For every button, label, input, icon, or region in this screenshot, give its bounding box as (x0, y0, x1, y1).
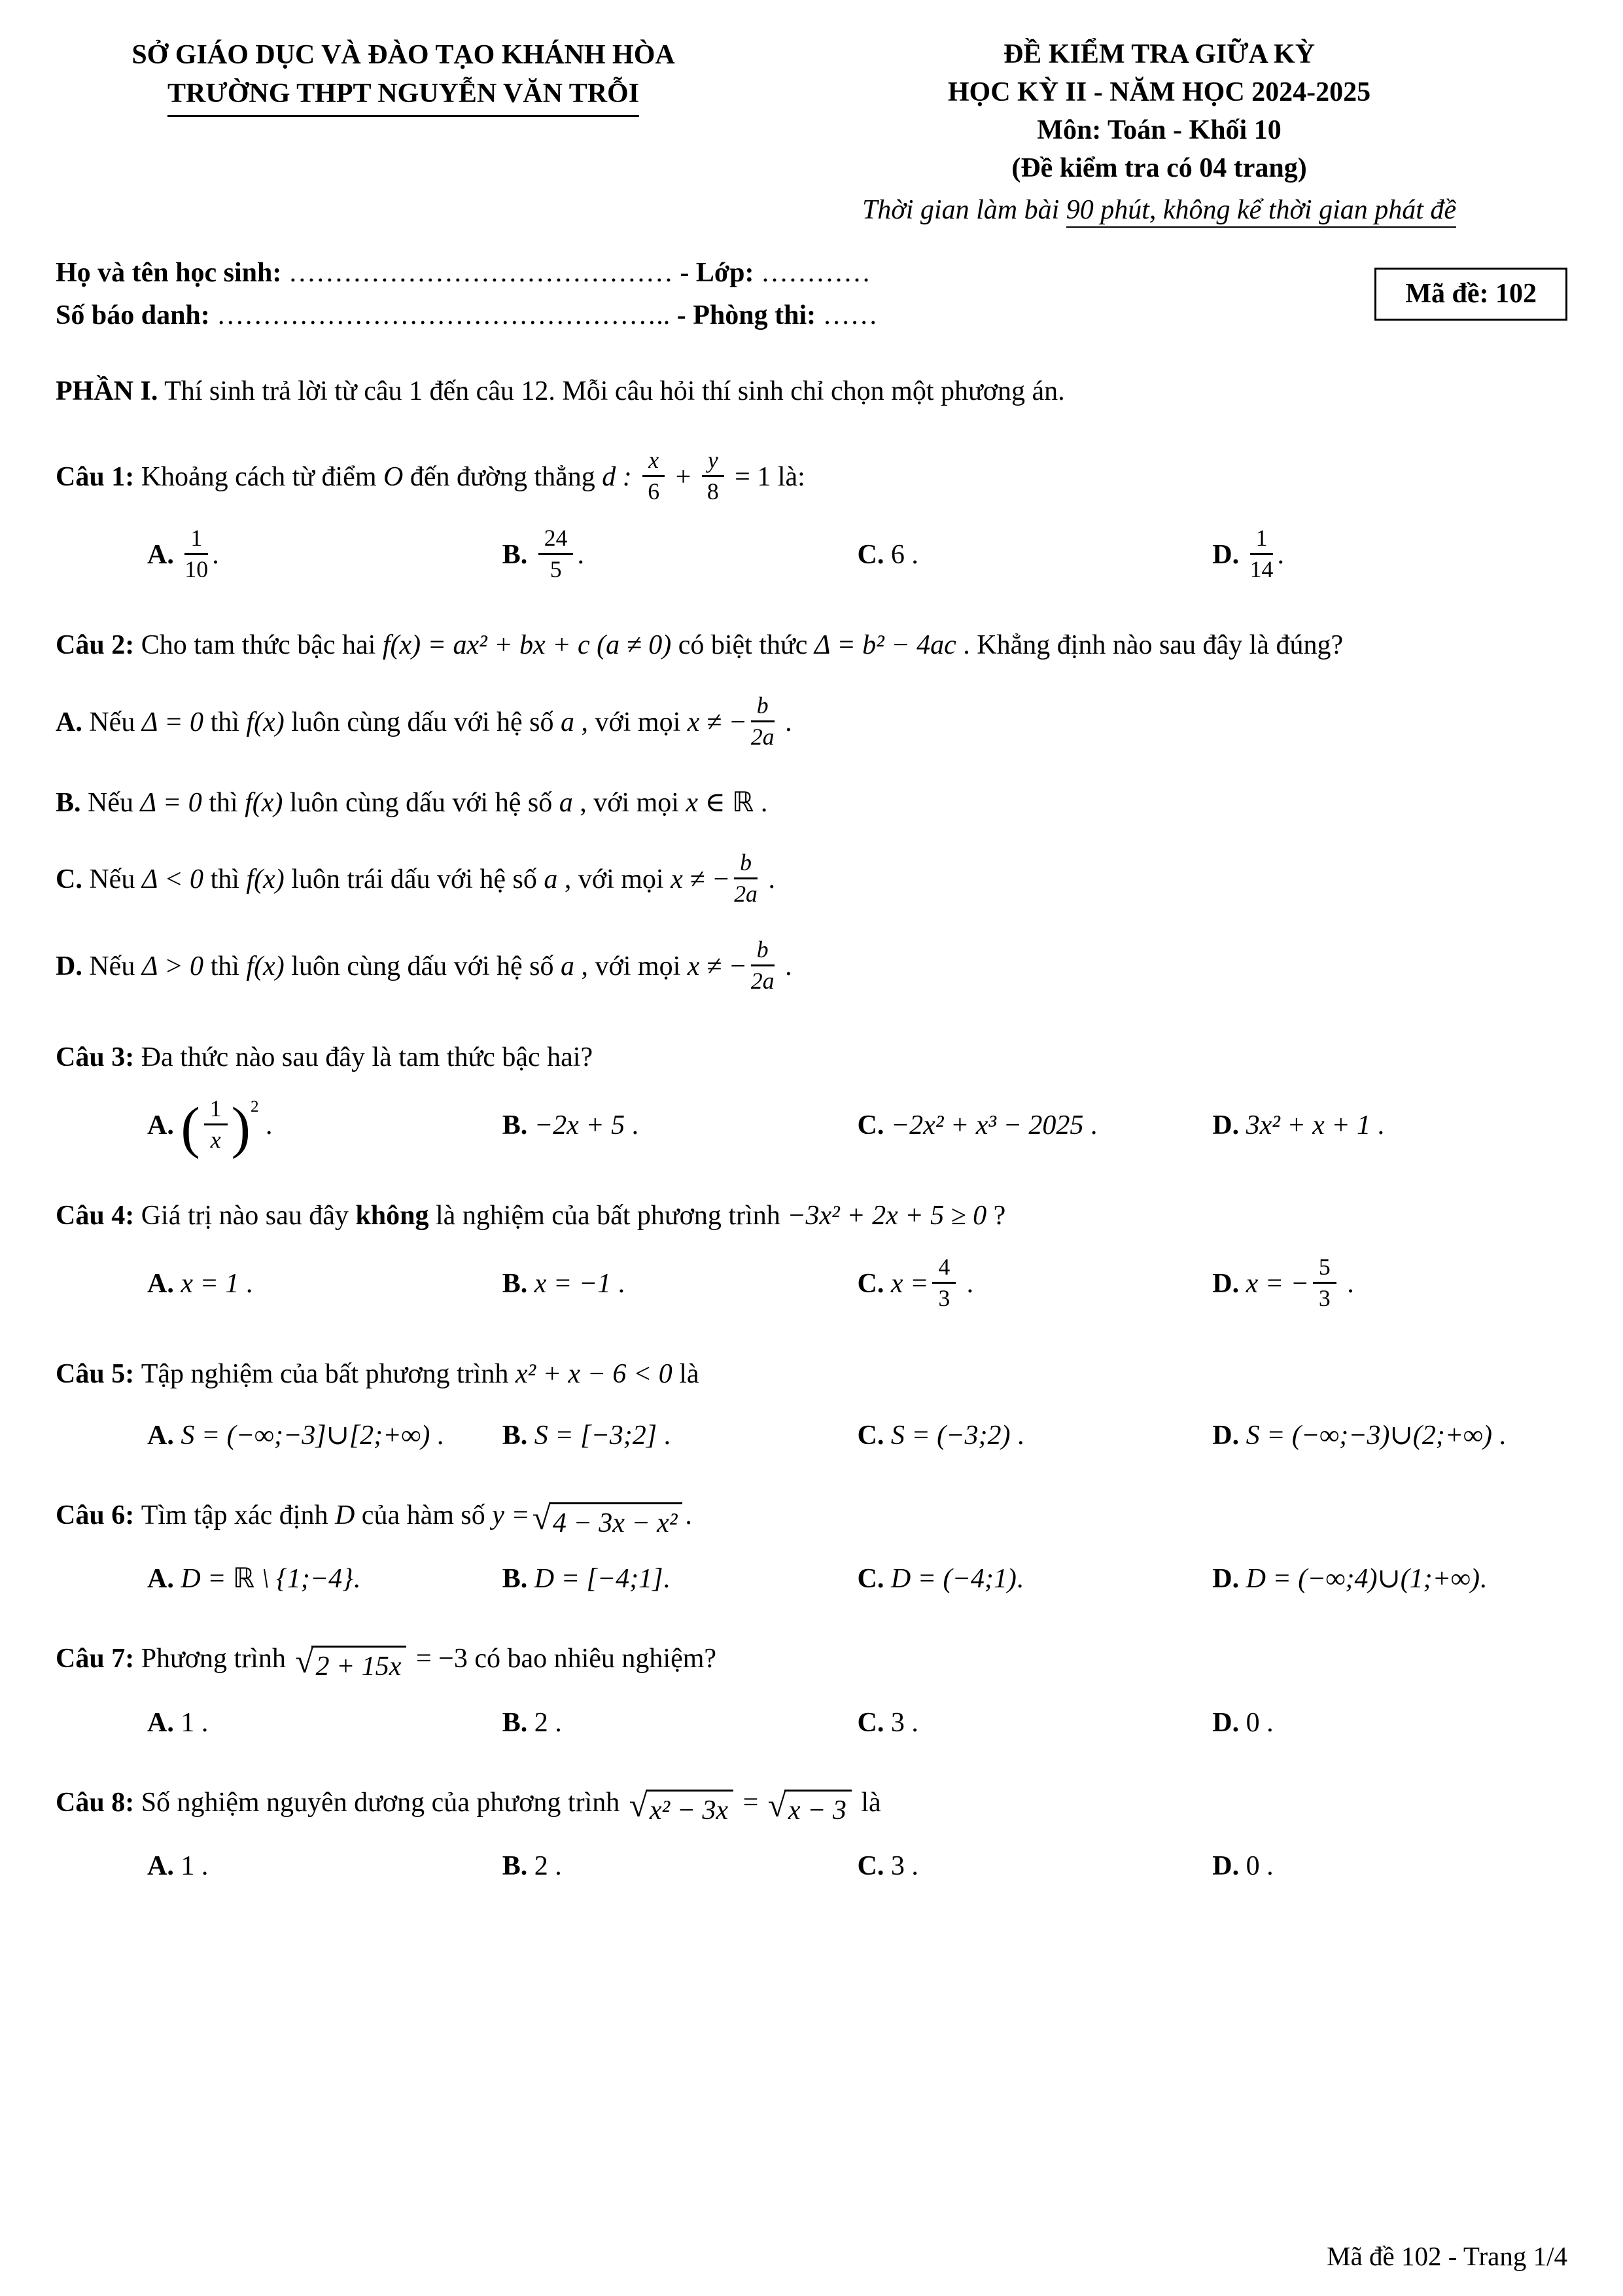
numerator: b (751, 936, 775, 966)
math-inline: a (544, 864, 558, 895)
department-name: SỞ GIÁO DỤC VÀ ĐÀO TẠO KHÁNH HÒA (131, 40, 675, 70)
pages-note: (Đề kiểm tra có 04 trang) (1011, 152, 1307, 183)
question-text: có biệt thức (671, 630, 814, 661)
option-math: D = (−4;1) (890, 1564, 1017, 1595)
part1-title: PHẦN I. (56, 376, 158, 406)
question-label: Câu 7: (56, 1644, 141, 1674)
fraction (751, 936, 775, 995)
question-text: Đa thức nào sau đây là tam thức bậc hai? (141, 1042, 593, 1072)
option-math: −2x + 5 (534, 1110, 625, 1140)
time-prefix: Thời gian làm bài (862, 194, 1066, 225)
option-c (858, 1559, 1213, 1600)
question-text: Giá trị nào sau đây (141, 1200, 356, 1231)
option-b (502, 1559, 858, 1600)
question-text: Tập nghiệm của bất phương trình (141, 1358, 515, 1389)
math-inline: f(x) (245, 788, 283, 819)
math-inline: a (561, 951, 575, 982)
option-suffix: . (1479, 1564, 1487, 1595)
option-suffix: . (430, 1420, 444, 1451)
option-letter: A. (147, 1268, 181, 1299)
question-text: Tìm tập xác định (141, 1500, 335, 1530)
option-letter: C. (56, 864, 90, 895)
option-text: , với mọi (572, 788, 686, 819)
question-6 (56, 1494, 1567, 1600)
math-inline: = −3 (409, 1644, 468, 1674)
option-text: luôn cùng dấu với hệ số (284, 951, 561, 982)
numerator: b (751, 692, 775, 722)
question-text: là nghiệm của bất phương trình (428, 1200, 788, 1231)
option-suffix: . (1370, 1110, 1385, 1140)
question-text: là (672, 1358, 699, 1389)
math-inline: f(x) (246, 707, 285, 738)
math-inline: x ≠ − (687, 707, 747, 738)
option-d (1212, 525, 1567, 586)
right-paren: ) (231, 1095, 251, 1160)
fraction (702, 447, 724, 505)
option-letter: B. (502, 540, 534, 571)
option-text: Nếu (88, 788, 141, 819)
question-4 (56, 1195, 1567, 1315)
numerator: 1 (184, 525, 208, 555)
question-text: ? (986, 1200, 1006, 1231)
math-inline: y = (492, 1500, 530, 1530)
question-text: của hàm số (355, 1500, 493, 1530)
student-id-line (56, 294, 1359, 337)
question-label: Câu 4: (56, 1200, 141, 1231)
time-underlined: 90 phút, không kể thời gian phát đề (1066, 195, 1456, 228)
denominator: 10 (184, 556, 209, 583)
fraction (932, 1254, 956, 1312)
q4-options (56, 1253, 1567, 1315)
option-math: D = [−4;1] (534, 1564, 663, 1595)
question-label: Câu 3: (56, 1042, 141, 1072)
denominator: 3 (938, 1284, 951, 1311)
option-letter: B. (56, 788, 88, 819)
option-letter: B. (502, 1850, 534, 1881)
question-text: Số nghiệm nguyên dương của phương trình (141, 1787, 627, 1818)
option-suffix: . (1010, 1420, 1024, 1451)
option-c (858, 1846, 1213, 1887)
option-text: thì (203, 864, 247, 895)
option-math: x = (890, 1268, 929, 1299)
option-math: x = −1 (534, 1268, 612, 1299)
option-b (502, 1263, 858, 1305)
question-label: Câu 5: (56, 1358, 141, 1389)
math-inline: x ≠ − (687, 951, 747, 982)
option-letter: C. (857, 1850, 891, 1881)
option-text: 1 . (181, 1707, 209, 1738)
page-footer: Mã đề 102 - Trang 1/4 (1327, 2240, 1567, 2271)
q6-options (56, 1559, 1567, 1600)
math-inline: Δ < 0 (141, 864, 204, 895)
student-lines (56, 252, 1359, 337)
option-suffix: . (1340, 1268, 1354, 1299)
denominator: 2a (734, 881, 758, 908)
class-label: - Lớp: (672, 257, 761, 288)
name-label: Họ và tên học sinh: (56, 257, 288, 288)
radicand: 2 + 15x (311, 1646, 406, 1682)
question-8 (56, 1782, 1567, 1887)
exponent: 2 (250, 1097, 259, 1116)
question-5 (56, 1353, 1567, 1457)
option-letter: D. (56, 951, 90, 982)
question-stem (56, 624, 1567, 667)
option-suffix: . (212, 540, 219, 571)
student-name-line (56, 252, 1359, 294)
numerator: y (702, 447, 724, 477)
option-b (502, 1703, 858, 1744)
option-letter: A. (147, 1707, 181, 1738)
exam-code-box (1374, 268, 1567, 321)
option-b (502, 1846, 858, 1887)
question-stem (56, 1036, 1567, 1079)
option-letter: C. (857, 1110, 891, 1140)
option-letter: D. (1212, 1110, 1246, 1140)
option-c (858, 1105, 1213, 1146)
sqrt-expression (768, 1788, 852, 1826)
question-label: Câu 6: (56, 1500, 141, 1530)
option-b (502, 525, 858, 586)
denominator: 6 (648, 478, 660, 504)
math-inline: x ∈ ℝ (686, 788, 754, 819)
document-header (56, 36, 1567, 230)
option-math: 3x² + x + 1 (1246, 1110, 1371, 1140)
option-math: −2x² + x³ − 2025 (890, 1110, 1084, 1140)
q2-option-c (56, 849, 1567, 911)
radical-icon: √ (532, 1499, 551, 1537)
radicand: x² − 3x (646, 1790, 733, 1826)
question-stem (56, 446, 1567, 508)
room-dotted-line: …… (822, 300, 878, 330)
exam-code: Mã đề: 102 (1405, 279, 1537, 309)
math-inline: f(x) (246, 864, 285, 895)
math-inline: a (561, 707, 575, 738)
option-text: Nếu (89, 707, 142, 738)
q3-options (56, 1095, 1567, 1160)
radical-icon: √ (295, 1643, 314, 1681)
math-inline: + (675, 462, 691, 493)
option-letter: A. (147, 1850, 181, 1881)
option-text: 1 . (181, 1850, 209, 1881)
math-inline: = (736, 1787, 765, 1818)
fraction (642, 447, 665, 505)
room-label: - Phòng thi: (670, 300, 823, 330)
option-text: 0 . (1246, 1850, 1274, 1881)
fraction (538, 525, 574, 583)
option-a (147, 525, 502, 586)
math-inline: Δ = 0 (140, 788, 202, 819)
sqrt-expression (532, 1501, 683, 1539)
exam-info-block (751, 36, 1567, 230)
option-text: thì (203, 951, 247, 982)
option-suffix: . (663, 1564, 670, 1595)
emphasized-word: không (355, 1200, 429, 1231)
numerator: 1 (204, 1095, 228, 1125)
math-inline: x² + x − 6 < 0 (515, 1358, 672, 1389)
option-letter: D. (1212, 1420, 1246, 1451)
option-d (1212, 1253, 1567, 1315)
option-a (147, 1559, 502, 1600)
option-math: S = [−3;2] (534, 1420, 657, 1451)
question-stem (56, 1195, 1567, 1237)
option-suffix: . (778, 707, 792, 738)
option-text: 3 . (890, 1850, 918, 1881)
question-label: Câu 8: (56, 1787, 141, 1818)
math-inline: f(x) = ax² + bx + c (a ≠ 0) (382, 630, 672, 661)
question-text: . Khẳng định nào sau đây là đúng? (956, 630, 1344, 661)
option-d (1212, 1703, 1567, 1744)
option-letter: C. (857, 1420, 891, 1451)
option-letter: C. (857, 1707, 891, 1738)
option-a (147, 1415, 502, 1457)
option-letter: A. (147, 1420, 181, 1451)
denominator: 14 (1249, 556, 1274, 583)
option-suffix: . (754, 788, 768, 819)
q1-options (56, 525, 1567, 586)
question-text: Cho tam thức bậc hai (141, 630, 383, 661)
school-name: TRƯỜNG THPT NGUYỄN VĂN TRỖI (167, 75, 639, 117)
question-text: Phương trình (141, 1644, 293, 1674)
question-text: . (685, 1500, 692, 1530)
option-letter: A. (147, 540, 181, 571)
numerator: b (734, 849, 758, 879)
denominator: 3 (1318, 1284, 1331, 1311)
math-inline: d : (602, 462, 632, 493)
math-inline: a (559, 788, 573, 819)
fraction (184, 525, 208, 583)
question-text: đến đường thẳng (403, 462, 602, 493)
option-a (147, 1846, 502, 1887)
math-inline: f(x) (246, 951, 285, 982)
option-suffix: . (1083, 1110, 1098, 1140)
option-text: Nếu (89, 864, 142, 895)
numerator: 4 (932, 1254, 956, 1284)
time-note (751, 192, 1567, 230)
option-suffix: . (258, 1110, 273, 1140)
option-a (147, 1703, 502, 1744)
option-suffix: . (625, 1110, 639, 1140)
option-suffix: . (611, 1268, 625, 1299)
student-info (56, 252, 1567, 337)
q7-options (56, 1703, 1567, 1744)
option-math: x = 1 (181, 1268, 239, 1299)
semester-line: HỌC KỲ II - NĂM HỌC 2024-2025 (947, 77, 1371, 107)
q2-option-a (56, 692, 1567, 754)
question-stem (56, 1782, 1567, 1826)
option-suffix: . (1016, 1564, 1024, 1595)
sqrt-expression (629, 1788, 733, 1826)
question-text: là (854, 1787, 881, 1818)
radical-icon: √ (767, 1786, 786, 1824)
radical-icon: √ (629, 1786, 648, 1824)
option-suffix: . (239, 1268, 253, 1299)
option-math: x = − (1246, 1268, 1309, 1299)
option-letter: C. (857, 1268, 891, 1299)
fraction (734, 849, 758, 908)
option-letter: D. (1212, 1850, 1246, 1881)
option-letter: B. (502, 1110, 534, 1140)
option-suffix: . (577, 540, 584, 571)
option-letter: D. (1212, 1707, 1246, 1738)
part1-heading (56, 371, 1567, 412)
question-text: có bao nhiêu nghiệm? (467, 1644, 717, 1674)
option-a (147, 1095, 502, 1160)
option-text: luôn cùng dấu với hệ số (284, 707, 561, 738)
option-d (1212, 1559, 1567, 1600)
question-label: Câu 2: (56, 630, 141, 661)
option-suffix: . (761, 864, 775, 895)
question-1 (56, 446, 1567, 586)
option-letter: D. (1212, 1268, 1246, 1299)
denominator: 2a (750, 724, 775, 751)
q8-options (56, 1846, 1567, 1887)
option-text: , với mọi (574, 707, 688, 738)
numerator: 1 (1250, 525, 1274, 555)
option-text: 6 . (890, 540, 918, 571)
subject-line: Môn: Toán - Khối 10 (1037, 115, 1282, 145)
question-2 (56, 624, 1567, 998)
option-c (858, 535, 1213, 576)
question-label: Câu 1: (56, 462, 141, 493)
q5-options (56, 1415, 1567, 1457)
sqrt-expression (295, 1644, 406, 1682)
option-letter: A. (56, 707, 90, 738)
option-math: D = (−∞;4)∪(1;+∞) (1246, 1564, 1480, 1595)
option-text: thì (201, 788, 245, 819)
fraction (204, 1095, 228, 1154)
option-suffix: . (353, 1564, 360, 1595)
option-math: D = ℝ \ {1;−4} (181, 1564, 353, 1595)
class-dotted-line: ………… (760, 257, 871, 288)
denominator: 8 (707, 478, 719, 504)
option-letter: C. (857, 1564, 891, 1595)
question-7 (56, 1638, 1567, 1743)
denominator: 2a (750, 968, 775, 995)
question-text: là: (771, 462, 805, 493)
option-letter: A. (147, 1110, 181, 1140)
denominator: x (210, 1126, 221, 1153)
option-text: thì (203, 707, 247, 738)
option-letter: B. (502, 1268, 534, 1299)
left-paren: ( (181, 1095, 200, 1160)
option-text: 3 . (890, 1707, 918, 1738)
q2-option-b (56, 783, 1567, 824)
question-stem (56, 1353, 1567, 1396)
option-d (1212, 1415, 1567, 1457)
option-d (1212, 1846, 1567, 1887)
option-d (1212, 1105, 1567, 1146)
question-stem (56, 1638, 1567, 1682)
id-label: Số báo danh: (56, 300, 217, 330)
numerator: x (642, 447, 665, 477)
option-c (857, 1253, 1213, 1315)
option-letter: A. (147, 1564, 181, 1595)
id-dotted-line: ………………………………………….. (217, 300, 671, 330)
option-suffix: . (778, 951, 792, 982)
option-letter: B. (502, 1420, 534, 1451)
option-text: , với mọi (557, 864, 671, 895)
option-c (858, 1703, 1213, 1744)
option-letter: B. (502, 1707, 534, 1738)
radicand: 4 − 3x − x² (549, 1502, 683, 1539)
math-inline: = 1 (735, 462, 771, 493)
option-letter: D. (1212, 540, 1246, 571)
math-inline: Δ = b² − 4ac (814, 630, 956, 661)
option-suffix: . (1492, 1420, 1506, 1451)
fraction (751, 692, 775, 751)
option-c (858, 1415, 1213, 1457)
option-suffix: . (1277, 540, 1284, 571)
math-inline: Δ = 0 (141, 707, 204, 738)
numerator: 24 (538, 525, 574, 555)
math-inline: x ≠ − (671, 864, 731, 895)
option-text: 2 . (534, 1850, 562, 1881)
question-stem (56, 1494, 1567, 1539)
radicand: x − 3 (784, 1790, 852, 1826)
math-inline: −3x² + 2x + 5 ≥ 0 (787, 1200, 987, 1231)
option-math: S = (−3;2) (890, 1420, 1011, 1451)
option-suffix: . (960, 1268, 974, 1299)
option-letter: C. (857, 540, 891, 571)
name-dotted-line: …………………………………… (288, 257, 673, 288)
school-block (56, 36, 751, 117)
option-math: S = (−∞;−3)∪(2;+∞) (1246, 1420, 1492, 1451)
option-suffix: . (657, 1420, 671, 1451)
option-text: Nếu (89, 951, 142, 982)
option-text: 0 . (1246, 1707, 1274, 1738)
math-inline: Δ > 0 (141, 951, 204, 982)
question-3 (56, 1036, 1567, 1160)
fraction (1313, 1254, 1336, 1312)
option-text: , với mọi (574, 951, 688, 982)
option-letter: B. (502, 1564, 534, 1595)
math-inline: O (383, 462, 404, 493)
part1-description: Thí sinh trả lời từ câu 1 đến câu 12. Mỗi câu hỏi thí sinh chỉ chọn một phương án. (158, 376, 1065, 406)
option-b (502, 1105, 858, 1146)
exam-title: ĐỀ KIỂM TRA GIỮA KỲ (1003, 39, 1316, 69)
option-text: luôn trái dấu với hệ số (284, 864, 544, 895)
denominator: 5 (550, 556, 562, 583)
question-text: Khoảng cách từ điểm (141, 462, 383, 493)
option-b (502, 1415, 858, 1457)
option-math: S = (−∞;−3]∪[2;+∞) (181, 1420, 430, 1451)
fraction (1250, 525, 1274, 583)
option-letter: D. (1212, 1564, 1246, 1595)
option-text: 2 . (534, 1707, 562, 1738)
option-a (147, 1263, 502, 1305)
q2-option-d (56, 936, 1567, 998)
numerator: 5 (1313, 1254, 1336, 1284)
option-text: luôn cùng dấu với hệ số (283, 788, 559, 819)
math-inline: D (334, 1500, 355, 1530)
